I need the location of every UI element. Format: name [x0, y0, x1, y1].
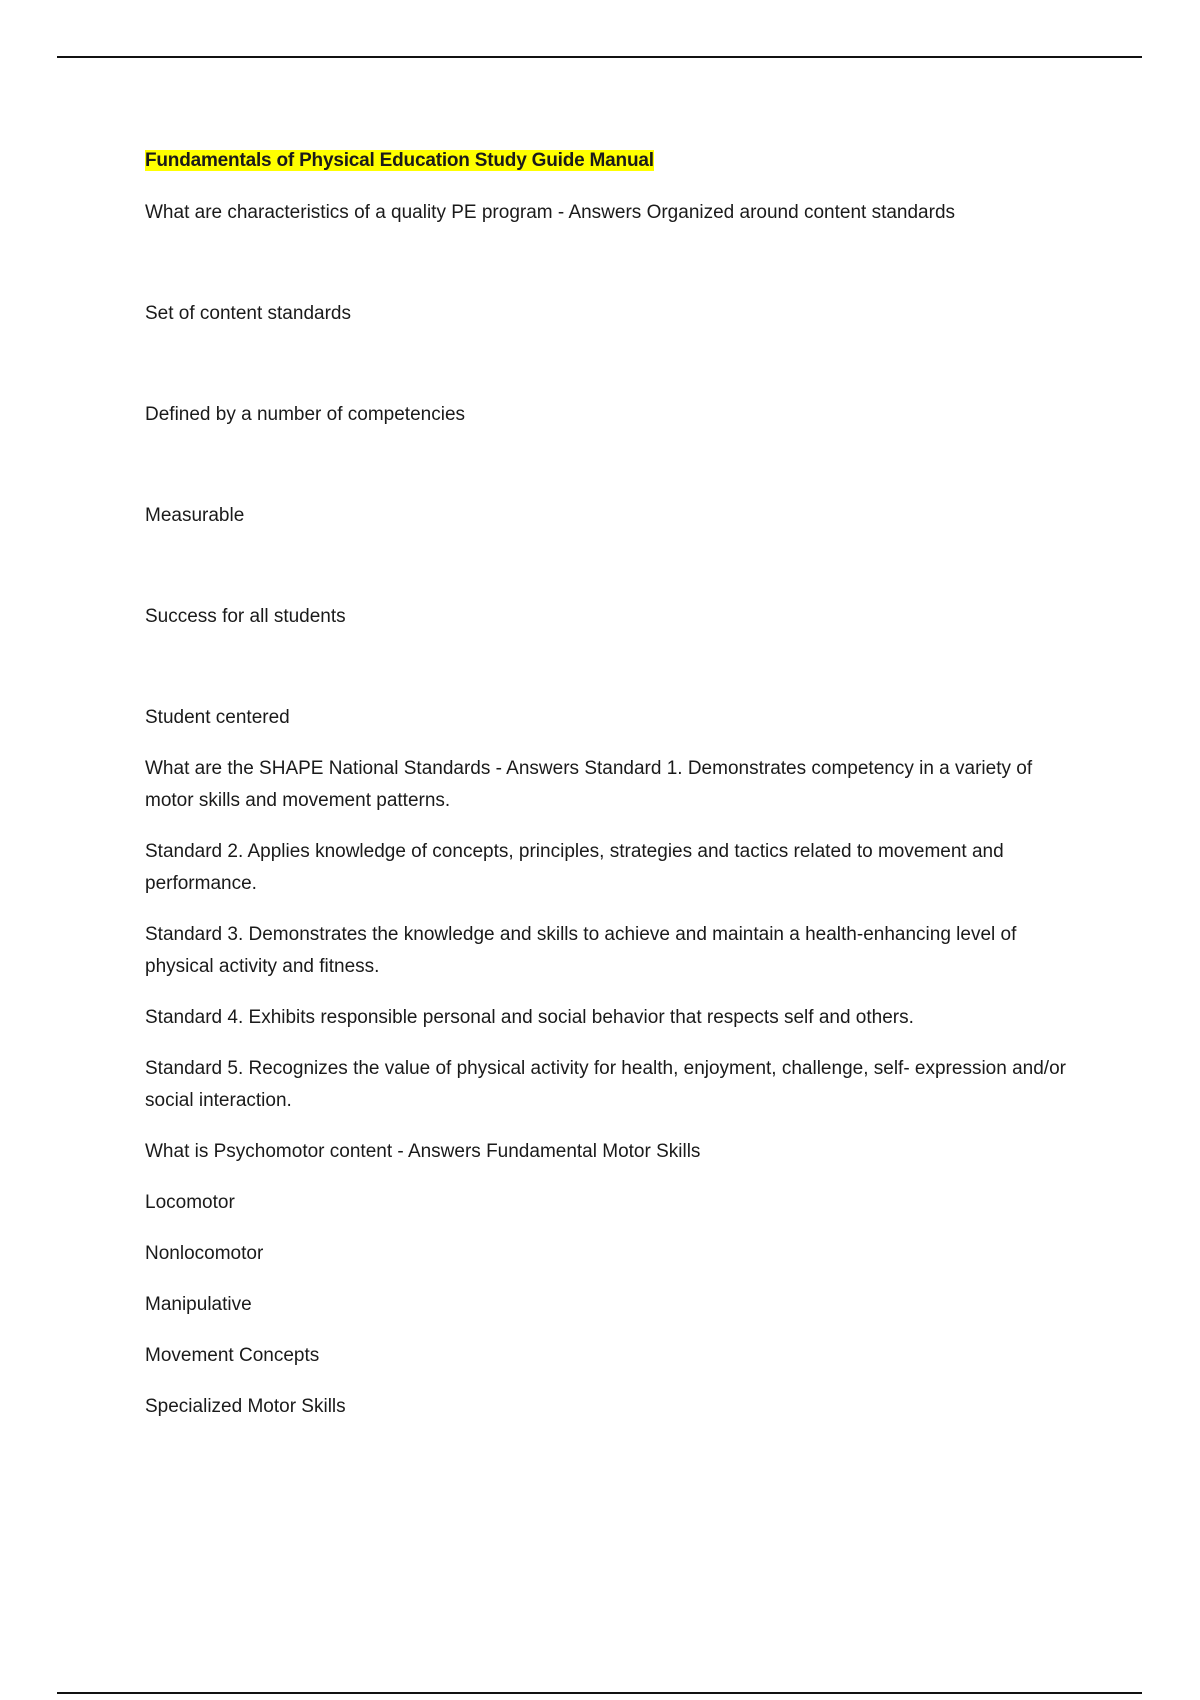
q1-item-3: Measurable	[145, 505, 245, 526]
standard-5: Standard 5. Recognizes the value of physical activity for health, enjoyment, challenge, self- expression and/or social interaction.	[145, 1058, 1066, 1111]
q1-item-2: Defined by a number of competencies	[145, 404, 466, 425]
standard-4: Standard 4. Exhibits responsible personal and social behavior that respects self and others.	[145, 1007, 914, 1028]
q3-item-5: Specialized Motor Skills	[145, 1396, 346, 1417]
top-rule	[57, 56, 1142, 58]
document-body	[145, 145, 1085, 1423]
q3-item-4: Movement Concepts	[145, 1345, 320, 1366]
q3-item-3: Manipulative	[145, 1294, 252, 1315]
standard-3: Standard 3. Demonstrates the knowledge and skills to achieve and maintain a health-enhancing level of physical activity and fitness.	[145, 924, 1017, 977]
title-wrap	[145, 145, 1085, 177]
question-2: What are the SHAPE National Standards - Answers Standard 1. Demonstrates competency in a variety of motor skills and movement patterns.	[145, 758, 1033, 811]
document-title: Fundamentals of Physical Education Study Guide Manual	[145, 150, 654, 171]
q1-item-4: Success for all students	[145, 606, 346, 627]
q3-item-2: Nonlocomotor	[145, 1243, 264, 1264]
question-3: What is Psychomotor content - Answers Fundamental Motor Skills	[145, 1141, 701, 1162]
bottom-rule	[57, 1692, 1142, 1694]
q1-item-5: Student centered	[145, 707, 290, 728]
q3-item-1: Locomotor	[145, 1192, 235, 1213]
standard-2: Standard 2. Applies knowledge of concepts, principles, strategies and tactics related to movement and performance.	[145, 841, 1004, 894]
question-1: What are characteristics of a quality PE program - Answers Organized around content standards	[145, 202, 956, 223]
q1-item-1: Set of content standards	[145, 303, 351, 324]
